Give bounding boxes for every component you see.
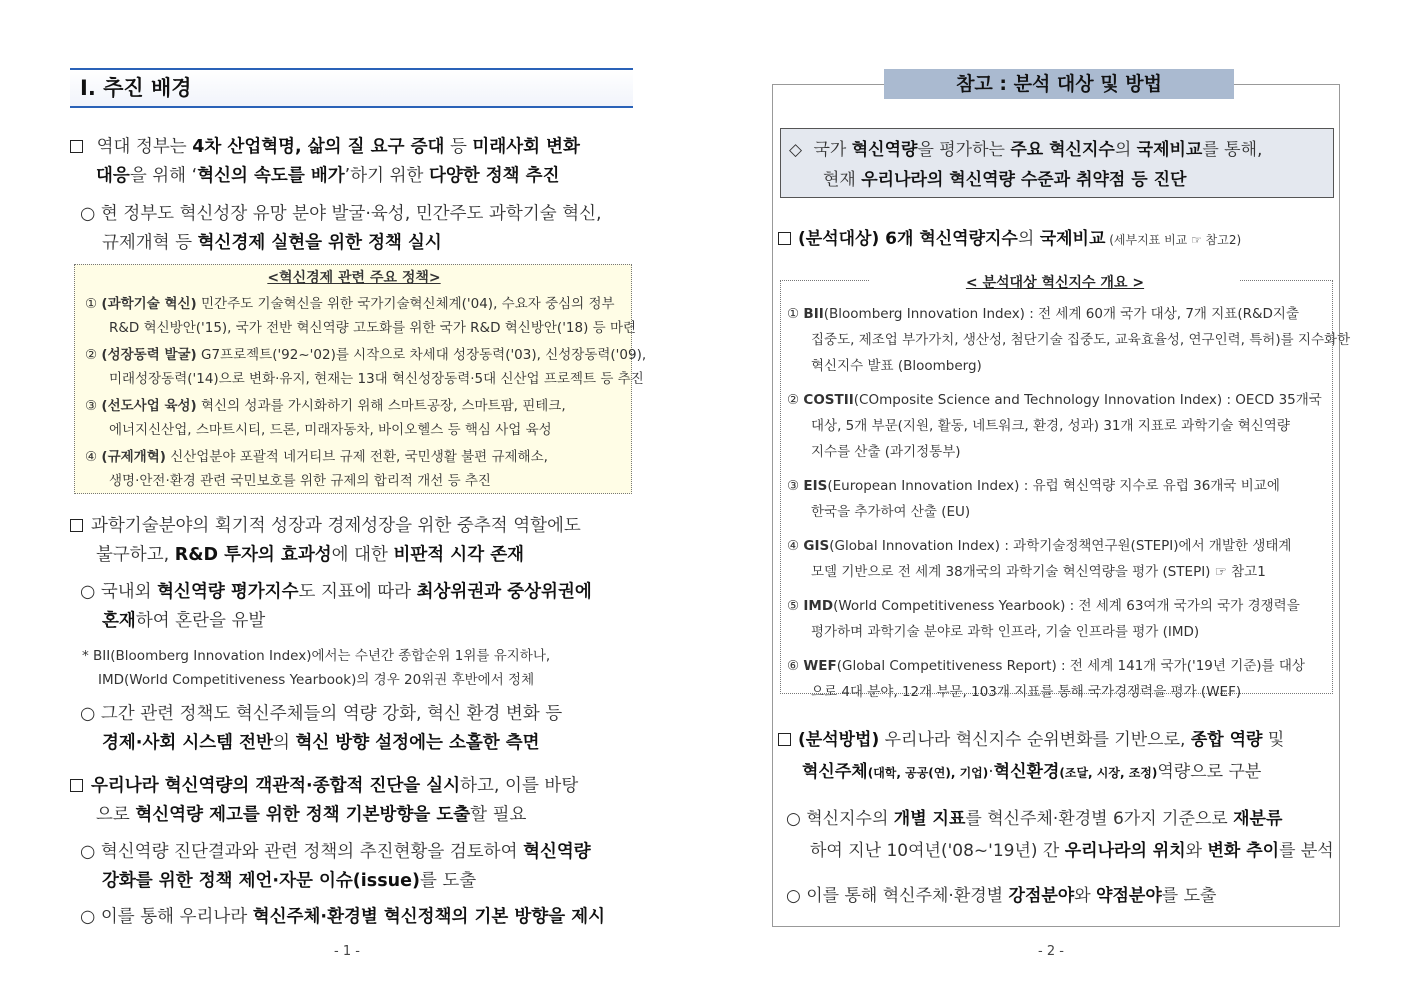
sub-paragraph-5: ○ 이를 통해 우리나라 혁신주체·환경별 혁신정책의 기본 방향을 제시: [80, 907, 606, 927]
index-item: ③ EIS(European Innovation Index) : 유럽 혁신역량 지수로 유럽 36개국 비교에 한국을 추가하여 산출 (EU): [787, 478, 1280, 520]
circle-bullet-icon: ○: [786, 886, 801, 906]
policy-item: ③ (선도사업 육성) 혁신의 성과를 가시화하기 위해 스마트공장, 스마트팜, 핀테크, 에너지신산업, 스마트시티, 드론, 미래자동차, 바이오헬스 등 핵심 사업 육성: [85, 398, 566, 438]
index-item: ④ GIS(Global Innovation Index) : 과학기술정책연구원(STEPI)에서 개발한 생태계 모델 기반으로 전 세계 38개국의 과학기술 혁신역량을 평가 (STEPI) ☞ 참고1: [787, 538, 1292, 580]
paragraph-1: 역대 정부는 4차 산업혁명, 삶의 질 요구 증대 등 미래사회 변화 대응을 위해 ‘혁신의 속도를 배가’하기 위한 다양한 정책 추진: [70, 133, 636, 191]
sub-paragraph-3: ○ 그간 관련 정책도 혁신주체들의 역량 강화, 혁신 환경 변화 등 경제·사회 시스템 전반의 혁신 방향 설정에는 소홀한 측면: [80, 704, 563, 753]
section-title: Ⅰ. 추진 배경: [70, 68, 633, 108]
page-number: - 1 -: [334, 944, 360, 959]
checkbox-square-icon: [70, 140, 83, 153]
policy-item: ④ (규제개혁) 신산업분야 포괄적 네거티브 규제 전환, 국민생활 불편 규제해소, 생명·안전·환경 관련 국민보호를 위한 규제의 합리적 개선 등 추진: [85, 449, 548, 489]
checkbox-square-icon: [70, 519, 83, 532]
circle-bullet-icon: ○: [80, 204, 96, 224]
analysis-method: (분석방법) 우리나라 혁신지수 순위변화를 기반으로, 종합 역량 및 혁신주체(대학, 공공(연), 기업)·혁신환경(조달, 시장, 조정)역량으로 구분: [778, 724, 1338, 789]
policy-box-title: <혁신경제 관련 주요 정책>: [267, 270, 441, 286]
reference-title: 참고 : 분석 대상 및 방법: [884, 69, 1234, 99]
policy-box: [74, 264, 647, 494]
index-item: ⑤ IMD(World Competitiveness Yearbook) : 전 세계 63여개 국가의 국가 경쟁력을 평가하며 과학기술 분야로 과학 인프라, 기술 인프라를 평가 (IMD): [787, 598, 1300, 640]
index-item: ⑥ WEF(Global Competitiveness Report) : 전 세계 141개 국가('19년 기준)를 대상 으로 4대 분야, 12개 부문, 103개 지표를 통해 국가경쟁력을 평가 (WEF): [787, 658, 1305, 700]
method-sub-1: ○ 혁신지수의 개별 지표를 혁신주체·환경별 6가지 기준으로 재분류 하여 지난 10여년('08~'19년) 간 우리나라의 위치와 변화 추이를 분석: [786, 809, 1334, 861]
page-1: [0, 0, 700, 992]
checkbox-square-icon: [778, 733, 791, 746]
checkbox-square-icon: [70, 779, 83, 792]
diamond-bullet-icon: ◇: [789, 140, 803, 160]
index-overview-box: [780, 280, 1351, 700]
circle-bullet-icon: ○: [786, 809, 801, 829]
index-item: ① BII(Bloomberg Innovation Index) : 전 세계 60개 국가 대상, 7개 지표(R&D지출 집중도, 제조업 부가가치, 생산성, 첨단기술 집중도, 교육효율성, 연구인력, 특허)를 지수화한 혁신지수 발표 (Bloomberg): [787, 306, 1351, 374]
policy-item: ② (성장동력 발굴) G7프로젝트('92~'02)를 시작으로 차세대 성장동력('03), 신성장동력('09), 미래성장동력('14)으로 변화·유지, 현재는 13대 혁신성장동력·5대 신산업 프로젝트 등 추진: [85, 347, 647, 387]
index-box-title: < 분석대상 혁신지수 개요 >: [870, 273, 1240, 293]
method-sub-2: ○ 이를 통해 혁신주체·환경별 강점분야와 약점분야를 도출: [786, 886, 1217, 906]
sub-paragraph-4: ○ 혁신역량 진단결과와 관련 정책의 추진현황을 검토하여 혁신역량 강화를 위한 정책 제언·자문 이슈(issue)를 도출: [80, 842, 591, 891]
sub-paragraph-2: ○ 국내외 혁신역량 평가지수도 지표에 따라 최상위권과 중상위권에 혼재하여 혼란을 유발: [80, 582, 592, 631]
sub-paragraph-1: ○ 현 정부도 혁신성장 유망 분야 발굴·육성, 민간주도 과학기술 혁신, 규제개혁 등 혁신경제 실현을 위한 정책 실시: [80, 204, 602, 253]
index-item: ② COSTII(COmposite Science and Technology Innovation Index) : OECD 35개국 대상, 5개 부문(지원, 활동, 네트워크, 환경, 성과) 31개 지표로 과학기술 혁신역량 지수를 산출 (과기정통부): [787, 392, 1322, 460]
paragraph-3: 우리나라 혁신역량의 객관적·종합적 진단을 실시하고, 이를 바탕 으로 혁신역량 제고를 위한 정책 기본방향을 도출할 필요: [70, 772, 636, 830]
circle-bullet-icon: ○: [80, 582, 96, 602]
circle-bullet-icon: ○: [80, 907, 96, 927]
policy-item: ① (과학기술 혁신) 민간주도 기술혁신을 위한 국가기술혁신체계('04), 수요자 중심의 정부 R&D 혁신방안('15), 국가 전반 혁신역량 고도화를 위한 국가 R&D 혁신방안('18) 등 마련: [85, 296, 637, 336]
summary-box: ◇ 국가 혁신역량을 평가하는 주요 혁신지수의 국제비교를 통해, 현재 우리나라의 혁신역량 수준과 취약점 등 진단: [780, 128, 1334, 198]
circle-bullet-icon: ○: [80, 704, 96, 724]
circle-bullet-icon: ○: [80, 842, 96, 862]
paragraph-2: 과학기술분야의 획기적 성장과 경제성장을 위한 중추적 역할에도 불구하고, R&D 투자의 효과성에 대한 비판적 시각 존재: [70, 512, 636, 570]
page-2: [702, 0, 1403, 992]
page-number: - 2 -: [1038, 944, 1064, 959]
checkbox-square-icon: [778, 232, 791, 245]
analysis-target: (분석대상) 6개 혁신역량지수의 국제비교 (세부지표 비교 ☞ 참고2): [778, 225, 1338, 255]
footnote: * BII(Bloomberg Innovation Index)에서는 수년간 종합순위 1위를 유지하나, IMD(World Competitiveness Yearbook)의 경우 20위권 후반에서 정체: [82, 648, 551, 688]
